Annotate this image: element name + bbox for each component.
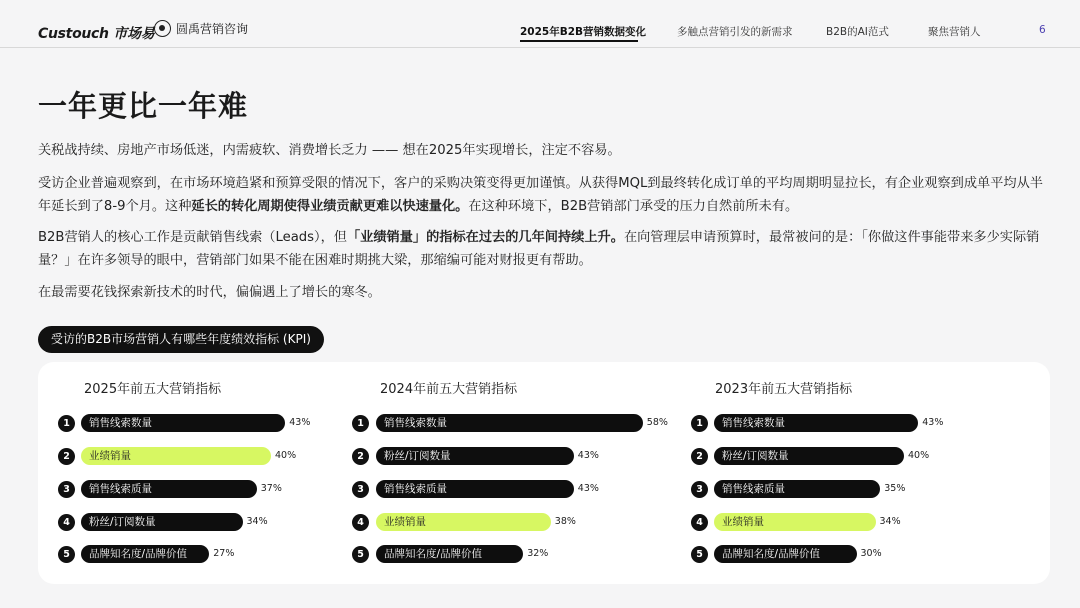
bar-category-label: 销售线索数量	[89, 417, 152, 429]
bar-category-label: 品牌知名度/品牌价值	[384, 548, 483, 560]
body-text: 受访企业普遍观察到，在市场环境趋紧和预算受限的情况下，客户的采购决策变得更加谨慎。从获得MQL到最终转化成订单的平均周期明显拉长，有企业观察到成单平均从半年延长到了8-9个月。这种	[38, 176, 1043, 214]
body-text: 在最需要花钱探索新技术的时代，偏偏遇上了增长的寒冬。	[38, 285, 381, 300]
kpi-question-pill: 受访的B2B市场营销人有哪些年度绩效指标 (KPI)	[38, 326, 324, 353]
rank-badge: 2	[58, 448, 75, 465]
bar-category-label: 粉丝/订阅数量	[89, 516, 156, 528]
bar-category-label: 品牌知名度/品牌价值	[722, 548, 821, 560]
bar-category-label: 品牌知名度/品牌价值	[89, 548, 188, 560]
bar-category-label: 业绩销量	[89, 450, 131, 462]
bar-value-label: 30%	[860, 548, 882, 559]
partner-logo	[154, 20, 248, 37]
bar-category-label: 销售线索数量	[384, 417, 447, 429]
bar-value-label: 43%	[577, 483, 599, 494]
partner-mark-icon	[154, 20, 171, 37]
bar-value-label: 43%	[922, 417, 944, 428]
rank-badge: 4	[352, 514, 369, 531]
bar-category-label: 业绩销量	[384, 516, 426, 528]
paragraph-kpi	[38, 226, 1050, 272]
bar-value-label: 38%	[554, 516, 576, 527]
bar-value-label: 43%	[289, 417, 311, 428]
body-text: B2B营销人的核心工作是贡献销售线索（Leads），但	[38, 230, 347, 245]
header-divider	[0, 47, 1080, 48]
bar-category-label: 粉丝/订阅数量	[384, 450, 451, 462]
rank-badge: 1	[58, 415, 75, 432]
bar-value-label: 40%	[908, 450, 930, 461]
chart-title: 2023年前五大营销指标	[715, 382, 853, 397]
bar-value-label: 35%	[884, 483, 906, 494]
bar-category-label: 粉丝/订阅数量	[722, 450, 789, 462]
nav-item-marketers[interactable]: 聚焦营销人	[928, 26, 981, 38]
bar-category-label: 业绩销量	[722, 516, 764, 528]
bar-value-label: 34%	[879, 516, 901, 527]
top-bar	[0, 0, 1080, 62]
rank-badge: 4	[691, 514, 708, 531]
body-text: 关税战持续、房地产市场低迷，内需疲软、消费增长乏力 —— 想在2025年实现增长，注定不容易。	[38, 143, 621, 158]
bar-category-label: 销售线索质量	[89, 483, 152, 495]
rank-badge: 1	[352, 415, 369, 432]
bar-value-label: 27%	[213, 548, 235, 559]
page-title: 一年更比一年难	[38, 89, 249, 123]
body-text: 在向管理层申请预算时，最常被问的是：「你做这件事能带来多少实际销量？」在许多领导的眼中，营销部门如果不能在困难时期挑大梁，那缩编可能对财报更有帮助。	[38, 230, 1040, 268]
body-text: 在这种环境下，B2B营销部门承受的压力自然前所未有。	[468, 199, 799, 214]
rank-badge: 5	[58, 546, 75, 563]
rank-badge: 2	[352, 448, 369, 465]
rank-badge: 1	[691, 415, 708, 432]
nav-item-data-changes[interactable]: 2025年B2B营销数据变化	[520, 26, 647, 38]
bar-value-label: 32%	[527, 548, 549, 559]
bar-value-label: 37%	[260, 483, 282, 494]
rank-badge: 4	[58, 514, 75, 531]
rank-badge: 2	[691, 448, 708, 465]
emphasis-text: 「业绩销量」的指标在过去的几年间持续上升。	[347, 230, 624, 245]
paragraph-conclusion	[38, 281, 1050, 304]
rank-badge: 3	[352, 481, 369, 498]
rank-badge: 3	[691, 481, 708, 498]
nav-item-ai-paradigm[interactable]: B2B的AI范式	[826, 26, 889, 38]
paragraph-cycle	[38, 172, 1050, 218]
nav-item-multi-touch[interactable]: 多触点营销引发的新需求	[677, 26, 793, 38]
page-number: 6	[1039, 24, 1046, 36]
chart-title: 2024年前五大营销指标	[380, 382, 518, 397]
bar-category-label: 销售线索质量	[384, 483, 447, 495]
emphasis-text: 延长的转化周期使得业绩贡献更难以快速量化。	[191, 199, 469, 214]
bar-category-label: 销售线索质量	[722, 483, 785, 495]
rank-badge: 3	[58, 481, 75, 498]
bar-category-label: 销售线索数量	[722, 417, 785, 429]
chart-title: 2025年前五大营销指标	[84, 382, 222, 397]
partner-name: 圆禹营销咨询	[176, 22, 249, 36]
rank-badge: 5	[352, 546, 369, 563]
bar-value-label: 34%	[246, 516, 268, 527]
rank-badge: 5	[691, 546, 708, 563]
paragraph-intro	[38, 139, 1050, 162]
bar-value-label: 58%	[646, 417, 668, 428]
bar-value-label: 43%	[577, 450, 599, 461]
nav-active-indicator	[520, 40, 638, 42]
brand-logo: Custouch 市场易	[38, 26, 155, 42]
bar-value-label: 40%	[275, 450, 297, 461]
